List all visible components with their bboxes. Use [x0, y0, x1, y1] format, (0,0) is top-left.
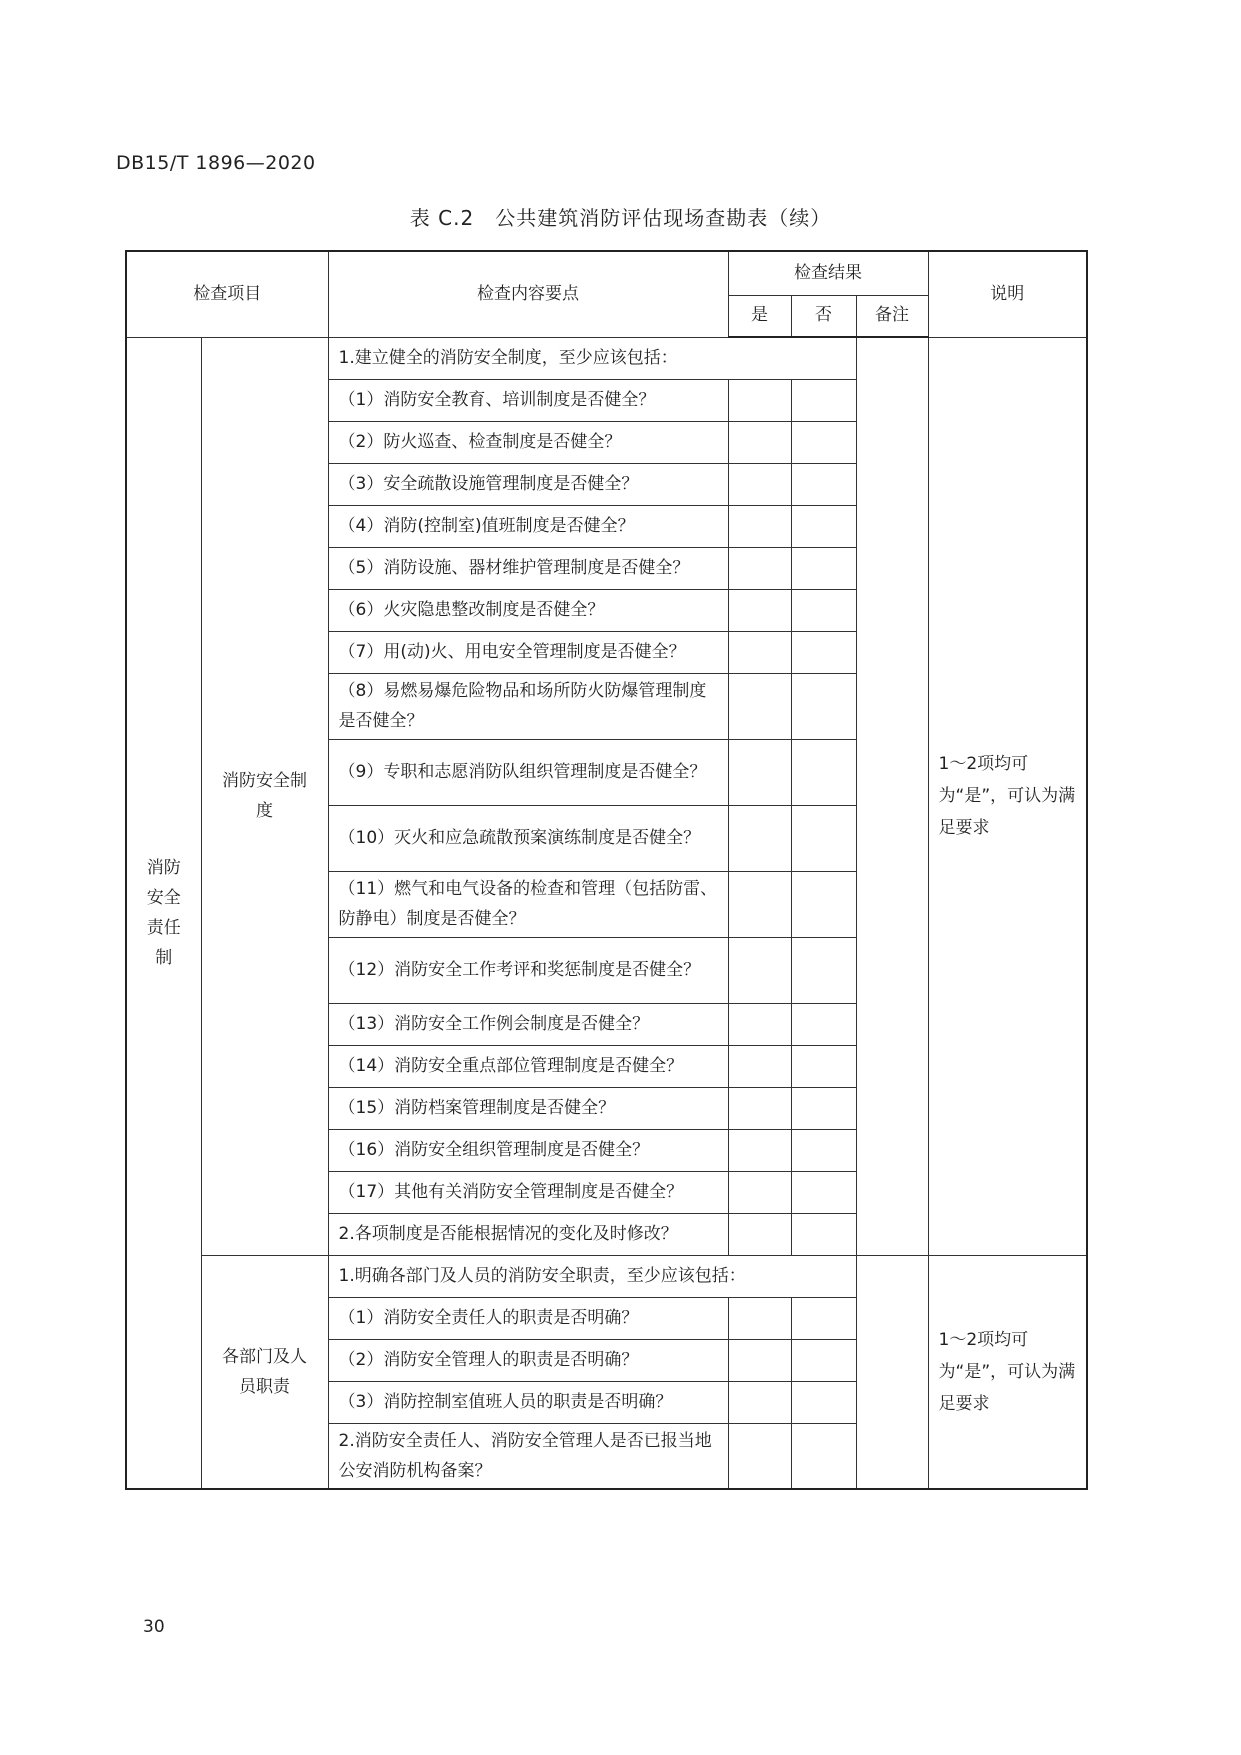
check-item: （10）灭火和应急疏散预案演练制度是否健全？ [328, 805, 728, 871]
yes-checkbox-cell[interactable] [728, 505, 791, 547]
check-item: （1）消防安全教育、培训制度是否健全？ [328, 379, 728, 421]
yes-checkbox-cell[interactable] [728, 631, 791, 673]
yes-checkbox-cell[interactable] [728, 1045, 791, 1087]
no-checkbox-cell[interactable] [791, 1003, 856, 1045]
header-remark: 备注 [856, 295, 928, 337]
yes-checkbox-cell[interactable] [728, 547, 791, 589]
table-body [126, 337, 1087, 1489]
yes-checkbox-cell[interactable] [728, 1297, 791, 1339]
section-intro: 1.明确各部门及人员的消防安全职责，至少应该包括： [328, 1255, 856, 1297]
check-item: （12）消防安全工作考评和奖惩制度是否健全？ [328, 937, 728, 1003]
check-item: （15）消防档案管理制度是否健全？ [328, 1087, 728, 1129]
yes-checkbox-cell[interactable] [728, 1129, 791, 1171]
check-item: （9）专职和志愿消防队组织管理制度是否健全？ [328, 739, 728, 805]
table-header [126, 251, 1087, 337]
table-row [126, 337, 1087, 379]
table-row [126, 1255, 1087, 1297]
check-item: （6）火灾隐患整改制度是否健全？ [328, 589, 728, 631]
check-item: （7）用(动)火、用电安全管理制度是否健全？ [328, 631, 728, 673]
yes-checkbox-cell[interactable] [728, 739, 791, 805]
check-item: 2.各项制度是否能根据情况的变化及时修改？ [328, 1213, 728, 1255]
yes-checkbox-cell[interactable] [728, 1423, 791, 1489]
header-explain: 说明 [928, 251, 1087, 337]
yes-checkbox-cell[interactable] [728, 673, 791, 739]
yes-checkbox-cell[interactable] [728, 1003, 791, 1045]
check-item: （5）消防设施、器材维护管理制度是否健全？ [328, 547, 728, 589]
yes-checkbox-cell[interactable] [728, 805, 791, 871]
section-name: 各部门及人员职责 [201, 1255, 328, 1489]
no-checkbox-cell[interactable] [791, 673, 856, 739]
no-checkbox-cell[interactable] [791, 505, 856, 547]
header-result: 检查结果 [728, 251, 928, 295]
check-item: （13）消防安全工作例会制度是否健全？ [328, 1003, 728, 1045]
no-checkbox-cell[interactable] [791, 1213, 856, 1255]
no-checkbox-cell[interactable] [791, 1129, 856, 1171]
no-checkbox-cell[interactable] [791, 463, 856, 505]
remark-cell[interactable] [856, 1255, 928, 1489]
header-item: 检查项目 [126, 251, 328, 337]
yes-checkbox-cell[interactable] [728, 1087, 791, 1129]
check-item: （4）消防(控制室)值班制度是否健全？ [328, 505, 728, 547]
check-item: （11）燃气和电气设备的检查和管理（包括防雷、防静电）制度是否健全？ [328, 871, 728, 937]
header-yes: 是 [728, 295, 791, 337]
explain-note: 1～2项均可为“是”，可认为满足要求 [938, 1329, 1076, 1414]
section-intro: 1.建立健全的消防安全制度，至少应该包括： [328, 337, 856, 379]
yes-checkbox-cell[interactable] [728, 871, 791, 937]
yes-checkbox-cell[interactable] [728, 463, 791, 505]
yes-checkbox-cell[interactable] [728, 1213, 791, 1255]
yes-checkbox-cell[interactable] [728, 379, 791, 421]
check-item: （3）安全疏散设施管理制度是否健全？ [328, 463, 728, 505]
table-title: 表 C.2 公共建筑消防评估现场查勘表（续） [409, 206, 832, 230]
no-checkbox-cell[interactable] [791, 1297, 856, 1339]
check-item: （16）消防安全组织管理制度是否健全？ [328, 1129, 728, 1171]
check-item: （17）其他有关消防安全管理制度是否健全？ [328, 1171, 728, 1213]
check-item: （3）消防控制室值班人员的职责是否明确？ [328, 1381, 728, 1423]
category-label: 消防安全责任制 [126, 337, 201, 1489]
yes-checkbox-cell[interactable] [728, 589, 791, 631]
inspection-table [125, 250, 1088, 1490]
remark-cell[interactable] [856, 337, 928, 1255]
no-checkbox-cell[interactable] [791, 1045, 856, 1087]
no-checkbox-cell[interactable] [791, 1087, 856, 1129]
yes-checkbox-cell[interactable] [728, 1171, 791, 1213]
check-item: （2）防火巡查、检查制度是否健全？ [328, 421, 728, 463]
section-name: 消防安全制度 [201, 337, 328, 1255]
check-item: （2）消防安全管理人的职责是否明确？ [328, 1339, 728, 1381]
yes-checkbox-cell[interactable] [728, 1339, 791, 1381]
yes-checkbox-cell[interactable] [728, 421, 791, 463]
no-checkbox-cell[interactable] [791, 1381, 856, 1423]
no-checkbox-cell[interactable] [791, 937, 856, 1003]
no-checkbox-cell[interactable] [791, 1339, 856, 1381]
no-checkbox-cell[interactable] [791, 547, 856, 589]
page-number: 30 [143, 1617, 165, 1637]
check-item: （8）易燃易爆危险物品和场所防火防爆管理制度是否健全？ [328, 673, 728, 739]
explain-cell [928, 1255, 1087, 1489]
no-checkbox-cell[interactable] [791, 589, 856, 631]
check-item: 2.消防安全责任人、消防安全管理人是否已报当地公安消防机构备案？ [328, 1423, 728, 1489]
no-checkbox-cell[interactable] [791, 805, 856, 871]
yes-checkbox-cell[interactable] [728, 937, 791, 1003]
no-checkbox-cell[interactable] [791, 739, 856, 805]
no-checkbox-cell[interactable] [791, 1171, 856, 1213]
check-item: （1）消防安全责任人的职责是否明确？ [328, 1297, 728, 1339]
check-item: （14）消防安全重点部位管理制度是否健全？ [328, 1045, 728, 1087]
explain-note: 1～2项均可为“是”，可认为满足要求 [938, 754, 1076, 838]
no-checkbox-cell[interactable] [791, 1423, 856, 1489]
header-no: 否 [791, 295, 856, 337]
no-checkbox-cell[interactable] [791, 421, 856, 463]
header-content: 检查内容要点 [328, 251, 728, 337]
no-checkbox-cell[interactable] [791, 379, 856, 421]
document-code: DB15/T 1896—2020 [116, 152, 316, 174]
explain-cell [928, 337, 1087, 1255]
no-checkbox-cell[interactable] [791, 871, 856, 937]
no-checkbox-cell[interactable] [791, 631, 856, 673]
yes-checkbox-cell[interactable] [728, 1381, 791, 1423]
